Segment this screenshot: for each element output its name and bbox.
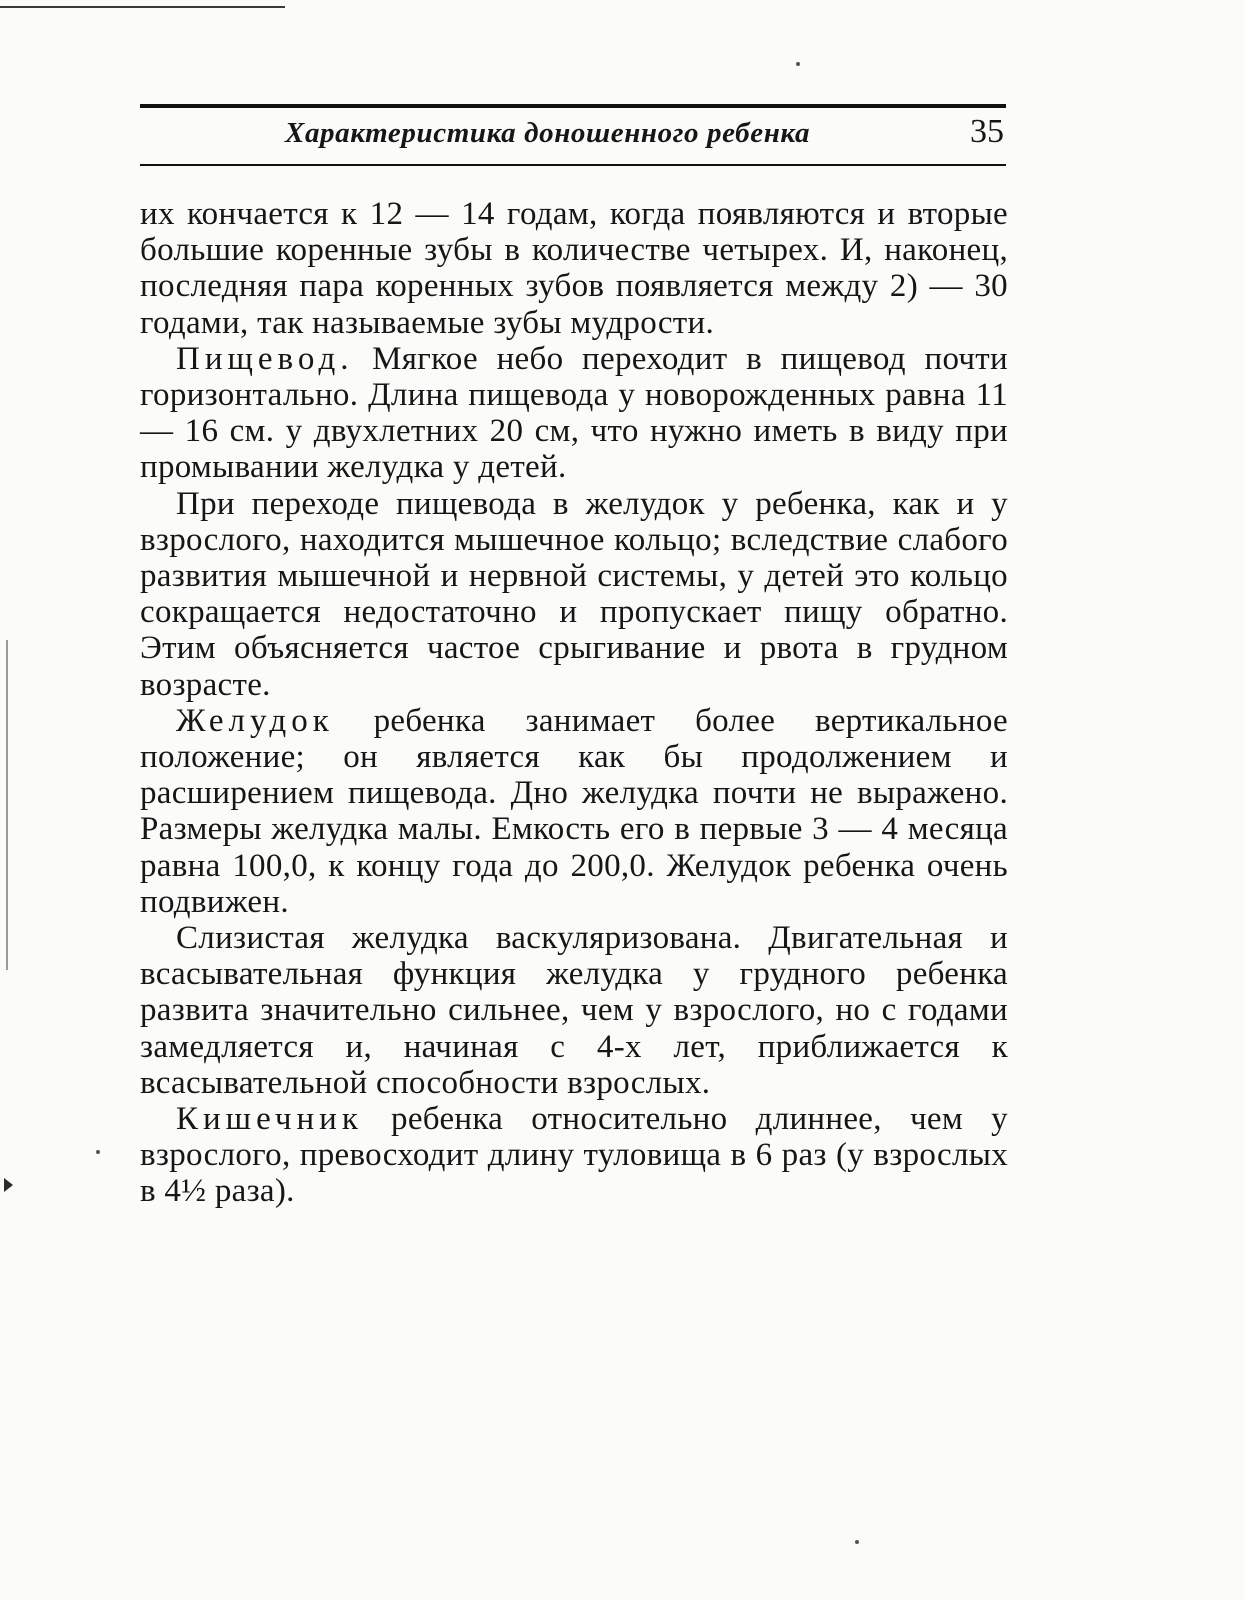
paragraph-muscle-ring	[140, 486, 1008, 703]
paragraph-lead-term: Желудок	[176, 702, 334, 739]
paragraph-lead-term: Кишечник	[176, 1101, 363, 1138]
paragraph-intestine	[140, 1101, 1008, 1210]
paragraph-mucosa	[140, 920, 1008, 1101]
paragraph-text: ребенка занимает более вертикальное положение; он является как бы продолжением и расширением пищевода. Дно желудка почти не выражено. Размеры желудка малы. Емкость его в первые 3 — 4 месяца равна 100,0, к концу года до 200,0. Желудок ребенка очень подвижен.	[140, 702, 1008, 920]
scan-edge-mark-top	[0, 6, 285, 8]
page-number: 35	[970, 113, 1004, 150]
paragraph-stomach	[140, 703, 1008, 920]
body-text	[140, 196, 1008, 1210]
paragraph-teeth	[140, 196, 1008, 341]
running-header-title: Характеристика доношенного ребенка	[285, 117, 811, 149]
running-header	[140, 104, 1006, 166]
scan-speck	[96, 1150, 100, 1154]
paragraph-text: Слизистая желудка васкуляризована. Двигательная и всасывательная функция желудка у грудного ребенка развита значительно сильнее, чем у взрослого, но с годами замедляется и, начиная с 4-х лет, приближается к всасывательной способности взрослых.	[140, 920, 1008, 1101]
scan-edge-mark-left	[6, 640, 8, 970]
paragraph-text: При переходе пищевода в желудок у ребенка, как и у взрослого, находится мышечное кольцо; вследствие слабого развития мышечной и нервной системы, у детей это кольцо сокращается недостаточно и пропускает пищу обратно. Этим объясняется частое срыгивание и рвота в грудном возрасте.	[140, 485, 1008, 703]
scan-edge-arrow-icon	[4, 1178, 13, 1192]
paragraph-text: их кончается к 12 — 14 годам, когда появляются и вторые большие коренные зубы в количестве четырех. И, наконец, последняя пара коренных зубов появляется между 2) — 30 годами, так называемые зубы мудрости.	[140, 196, 1008, 341]
paragraph-text: ребенка относительно длиннее, чем у взрослого, превосходит длину туловища в 6 раз (у взрослых в 4½ раза).	[140, 1101, 1008, 1210]
scan-speck	[796, 62, 800, 66]
paragraph-lead-term: Пищевод.	[176, 340, 354, 377]
scan-speck	[855, 1540, 859, 1544]
paragraph-text: Мягкое небо переходит в пищевод почти горизонтально. Длина пищевода у новорожденных равна 11 — 16 см. у двухлетних 20 см, что нужно иметь в виду при промывании желудка у детей.	[140, 340, 1008, 486]
paragraph-esophagus	[140, 341, 1008, 486]
